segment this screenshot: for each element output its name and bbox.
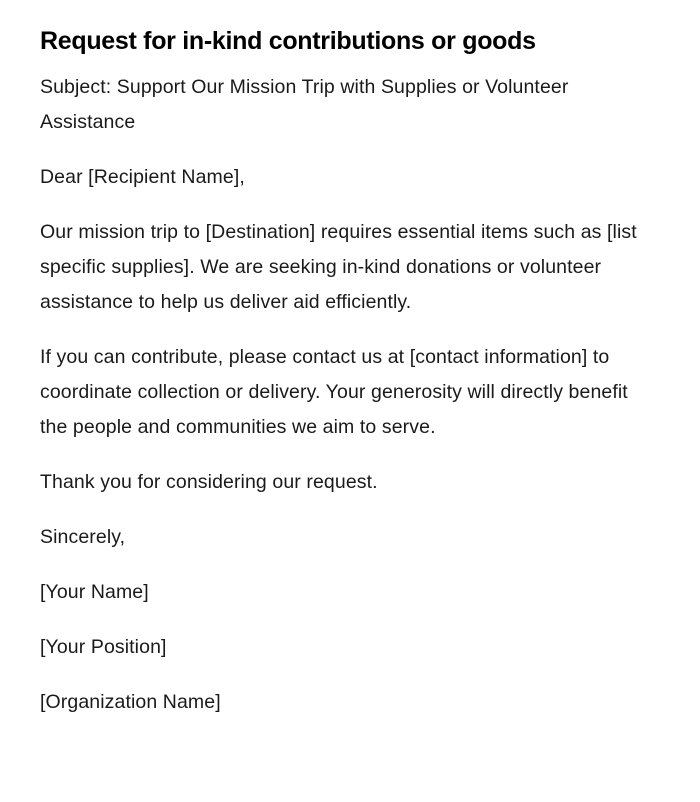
signature-organization: [Organization Name] bbox=[40, 691, 221, 713]
body-paragraph-1: Our mission trip to [Destination] requires essential items such as [list specific supplies]. We are seeking in-kind donations or volunteer assistance to help us deliver aid efficiently. bbox=[40, 221, 637, 313]
body-paragraph-2: If you can contribute, please contact us at [contact information] to coordinate collection or delivery. Your generosity will directly benefit the people and communities we aim to serve. bbox=[40, 346, 628, 438]
signature-name: [Your Name] bbox=[40, 581, 149, 603]
closing-line: Sincerely, bbox=[40, 526, 126, 548]
document-title: Request for in-kind contributions or goods bbox=[40, 27, 536, 55]
signature-position: [Your Position] bbox=[40, 636, 167, 658]
salutation: Dear [Recipient Name], bbox=[40, 166, 245, 188]
thanks-line: Thank you for considering our request. bbox=[40, 471, 378, 493]
subject-line: Subject: Support Our Mission Trip with Supplies or Volunteer Assistance bbox=[40, 76, 569, 133]
